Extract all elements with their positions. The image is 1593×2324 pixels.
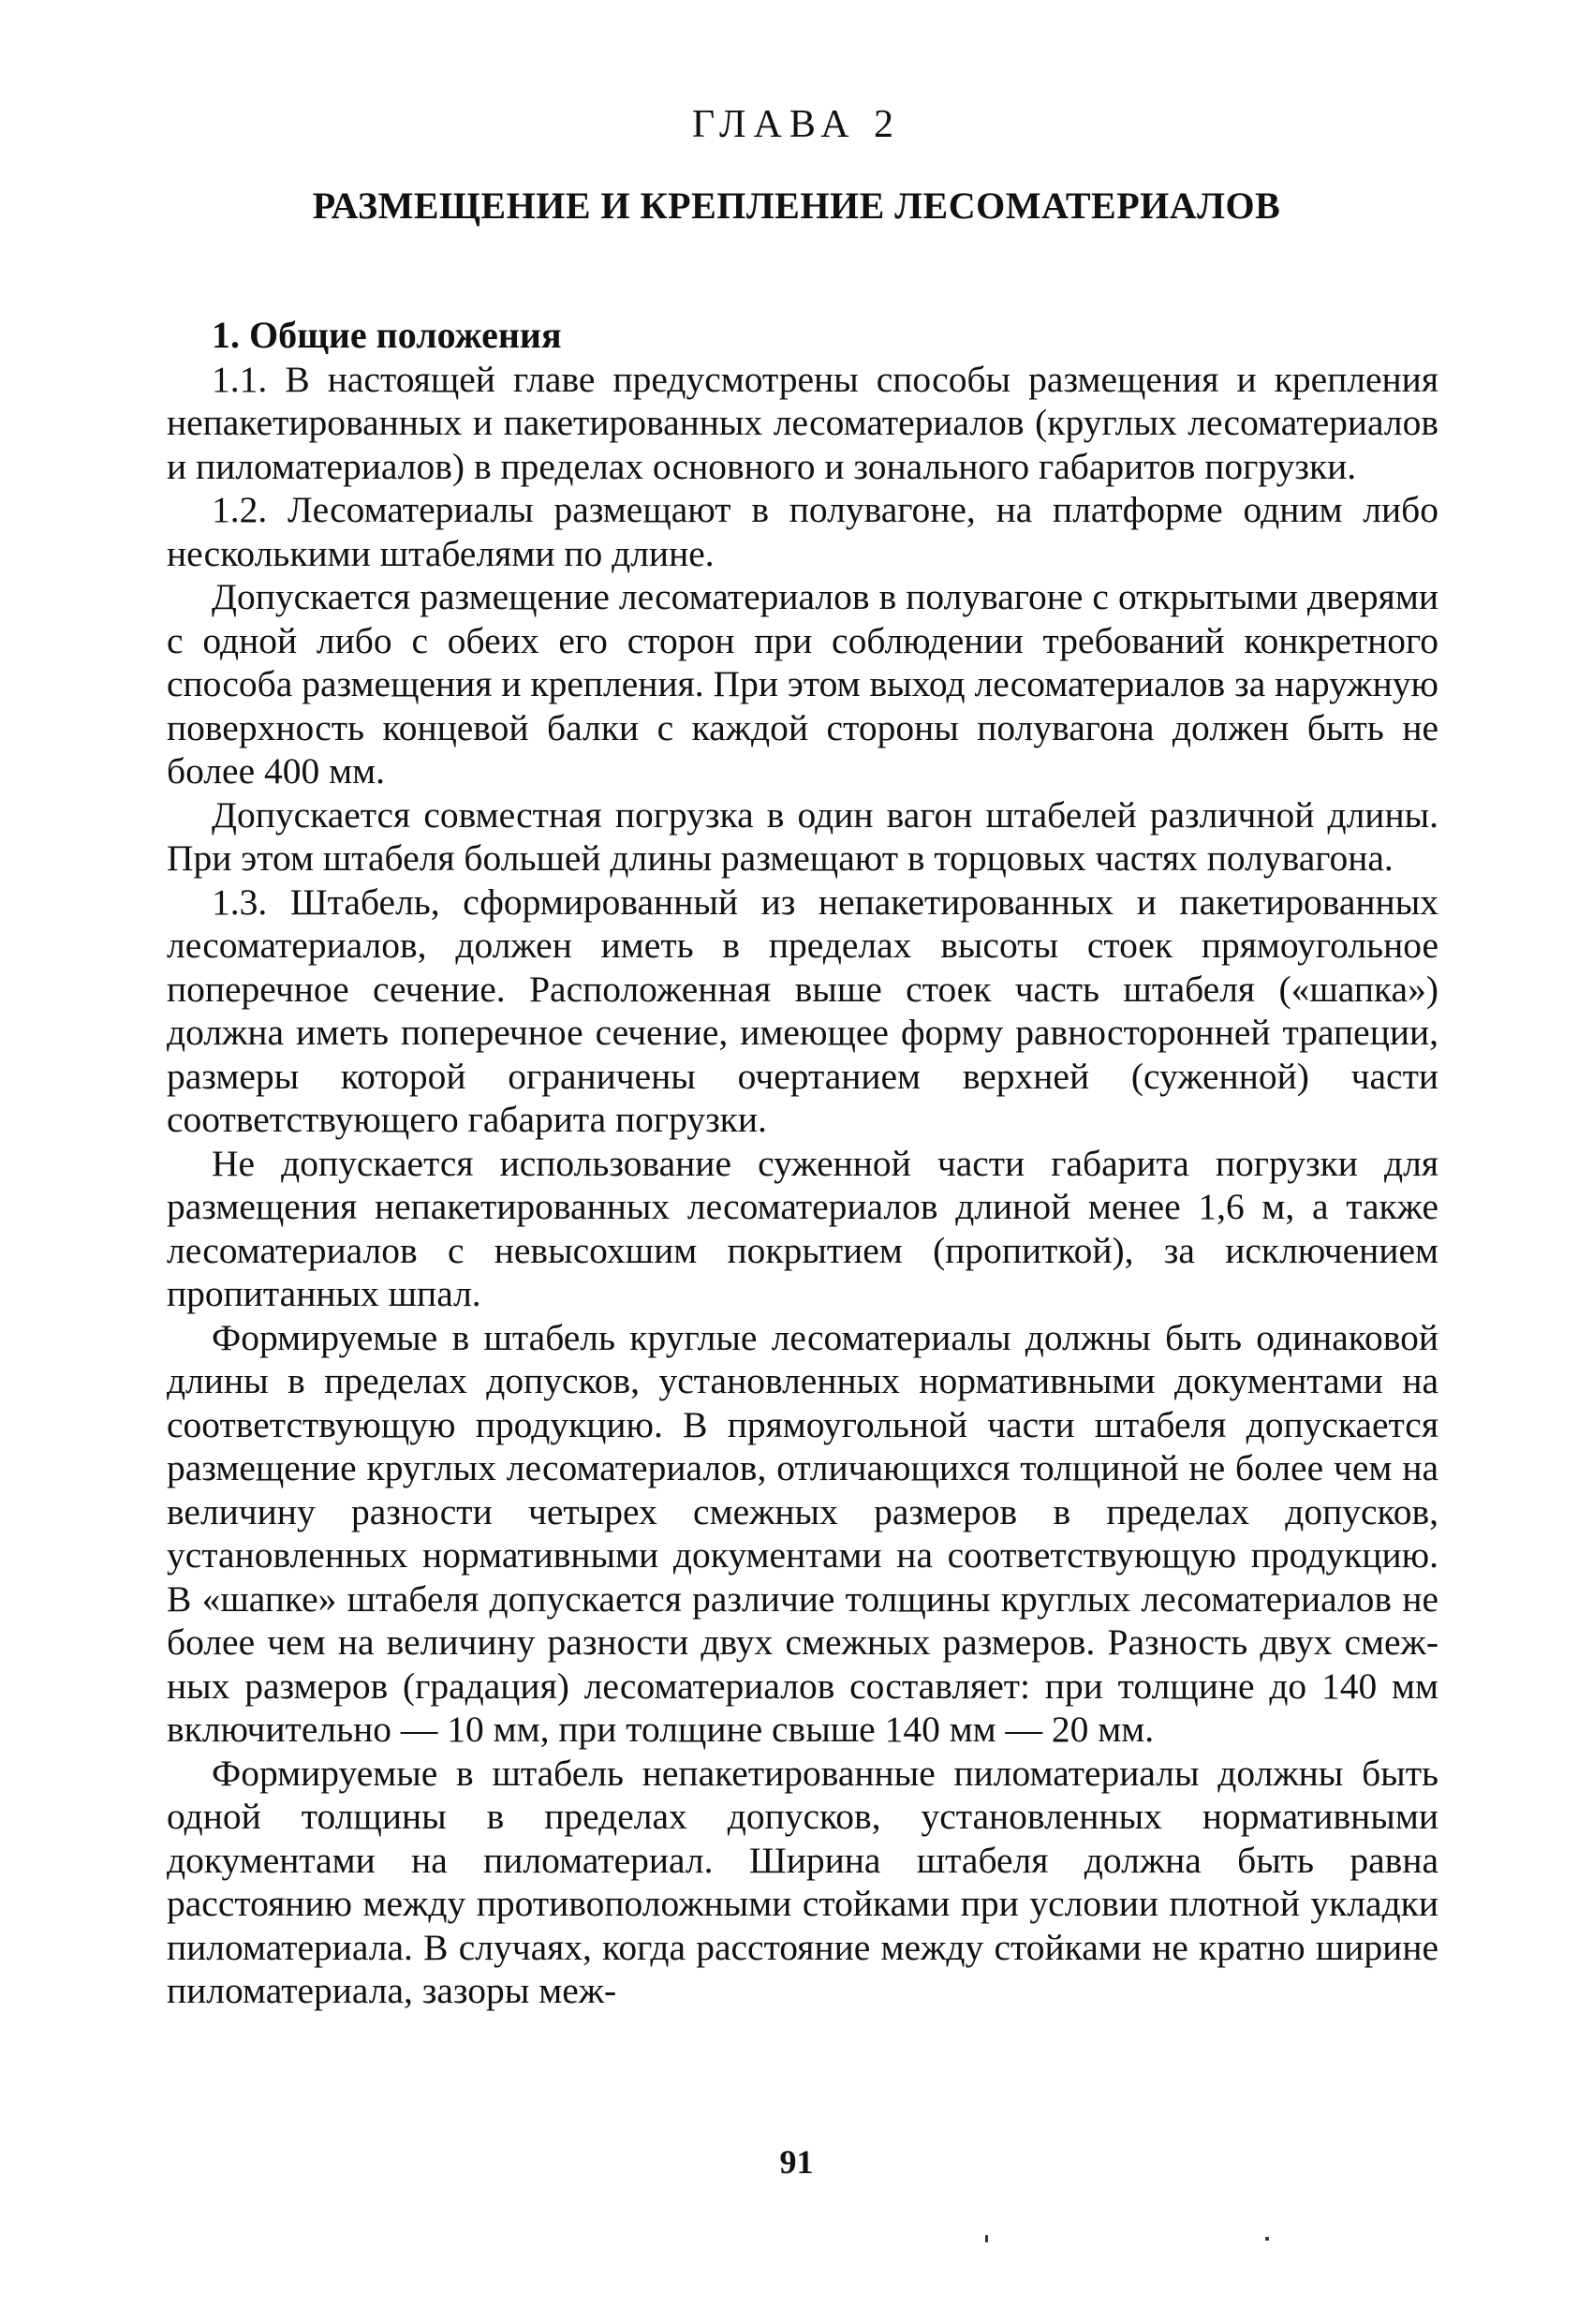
paragraph-mixed-lengths: Допускается совместная погрузка в один вагон штабелей различной длины. При этом штабеля большей длины размещают в торцовых частях полувагона. [167, 793, 1438, 879]
paragraph-1-1: 1.1. В настоящей главе предусмотрены способы размещения и крепления непакетированных и пакетированных лесоматериалов (круглых лесоматериалов и пиломатериалов) в пределах основного и зонального габаритов погрузки. [167, 358, 1438, 487]
chapter-label: ГЛАВА 2 [691, 103, 902, 146]
scan-speck [1265, 2237, 1269, 2241]
section-heading: 1. Общие положения [212, 314, 562, 356]
page-number: 91 [779, 2143, 814, 2181]
chapter-title: РАЗМЕЩЕНИЕ И КРЕПЛЕНИЕ ЛЕСОМАТЕРИАЛОВ [312, 185, 1281, 227]
paragraph-sawn-timber: Формируемые в штабель непакетированные пиломатериалы должны быть одной толщины в пределах допусков, установленных нормативными документами на пиломатериал. Ширина штабеля должна быть равна расстоянию между противоположными стойками при условии плотной укладки пиломатериала. В случаях, когда расстояние между стойками не кратно ширине пиломатериала, зазоры меж- [167, 1752, 1438, 2011]
paragraph-round-timber: Формируемые в штабель круглые лесоматериалы должны быть одинаковой длины в пределах допусков, установленных нормативными документами на соответствующую продукцию. В прямоугольной части штабеля допускается размещение круглых лесоматериалов, отличающихся толщиной не более чем на величину разности четырех смежных размеров в пределах допусков, установленных нормативными документами на соответствующую продукцию. В «шапке» штабеля допускается различие толщины круглых лесоматериалов не более чем на величину разности двух смежных размеров. Разность двух смежных размеров (градация) лесоматериалов составляет: при толщине до 140 мм включительно — 10 мм, при толщине свыше 140 мм — 20 мм. [167, 1316, 1438, 1750]
paragraph-narrow-gauge: Не допускается использование суженной части габарита погрузки для размещения непакетированных лесоматериалов длиной менее 1,6 м, а также лесоматериалов с невысохшим покрытием (пропиткой), за исключением пропитанных шпал. [167, 1142, 1438, 1314]
scan-speck [985, 2235, 988, 2243]
paragraph-open-doors: Допускается размещение лесоматериалов в полувагоне с открытыми дверями с одной либо с обеих его сторон при соблюдении требований конкретного способа размещения и крепления. При этом выход лесоматериалов за наружную поверхность концевой балки с каждой стороны полувагона должен быть не более 400 мм. [167, 576, 1438, 792]
body-text [167, 314, 1438, 2013]
paragraph-1-3: 1.3. Штабель, сформированный из непакетированных и пакетированных лесоматериалов, должен иметь в пределах высоты стоек прямоугольное поперечное сечение. Расположенная выше стоек часть штабеля («шапка») должна иметь поперечное сечение, имеющее форму равносторонней трапеции, размеры которой ограничены очертанием верхней (суженной) части соответствующего габарита погрузки. [167, 881, 1438, 1140]
paragraph-1-2: 1.2. Лесоматериалы размещают в полувагоне, на платформе одним либо несколькими штабелями по длине. [167, 489, 1438, 574]
